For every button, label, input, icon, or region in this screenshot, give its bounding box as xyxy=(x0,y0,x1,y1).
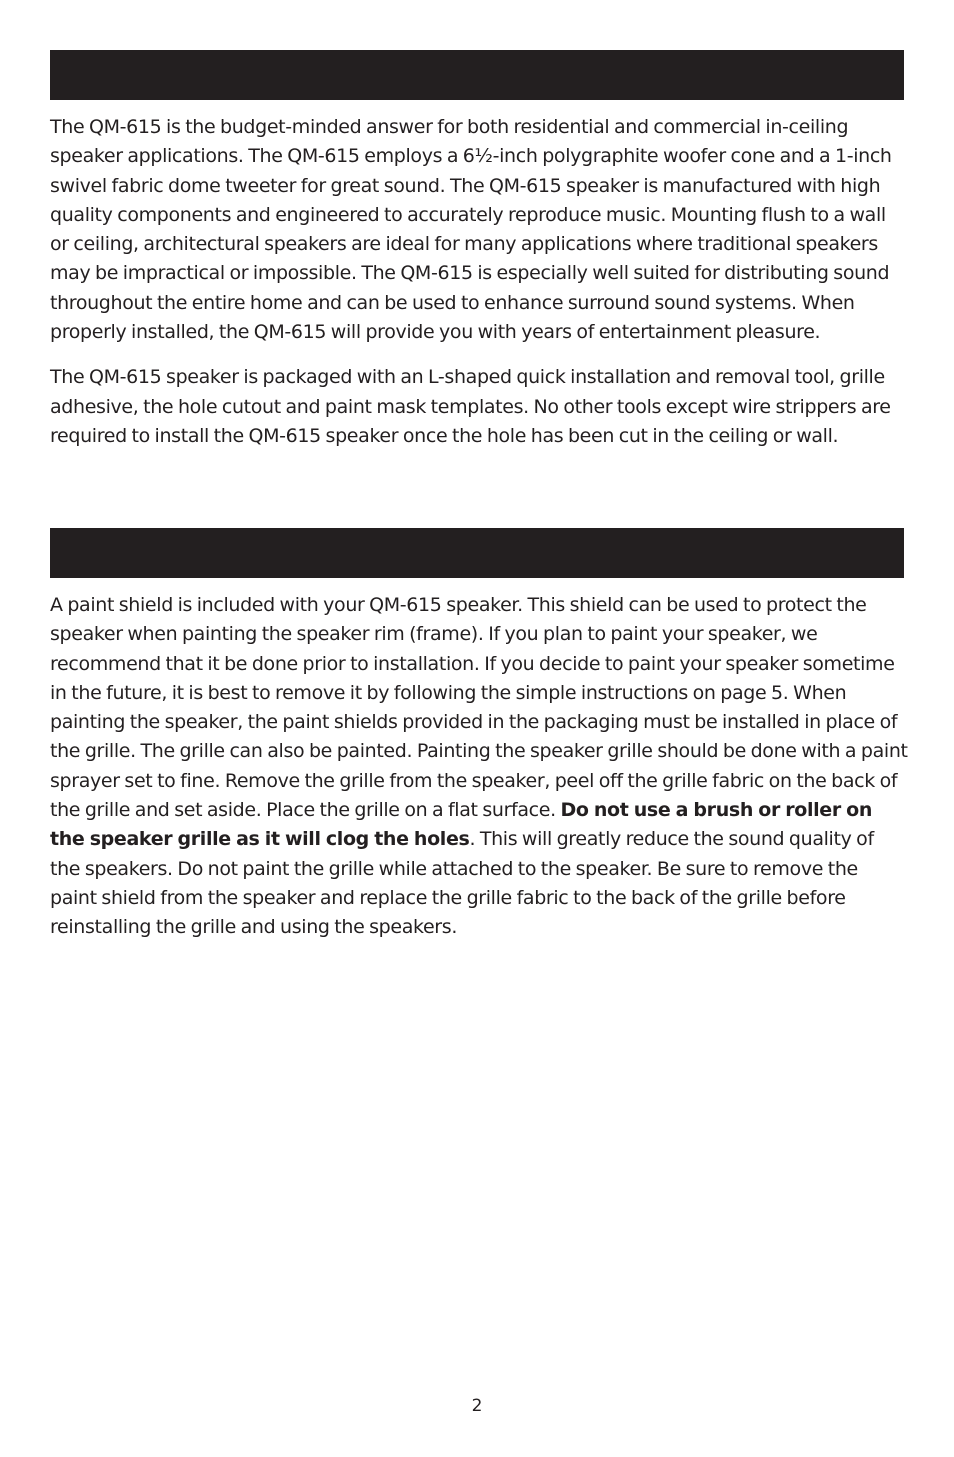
section-header-bar-2 xyxy=(50,528,904,578)
painting-warning: Do not use a brush or roller on the speaker grille as it will clog the holes xyxy=(50,799,873,851)
painting-text-end: . This will greatly reduce the sound quality of the speakers. Do not paint the grille while attached to the speaker. Be sure to remove the paint shield from the speaker and replace the grille fabric to the back of the grille before reinstalling the grille and using the speakers. xyxy=(50,828,874,939)
section-header-bar-1 xyxy=(50,50,904,100)
painting-text-start: A paint shield is included with your QM-615 speaker. This shield can be used to protect the speaker when painting the speaker rim (frame). If you plan to paint your speaker, we recommend that it be done prior to installation. If you decide to paint your speaker sometime in the future, it is best to remove it by following the simple instructions on page 5. When painting the speaker, the paint shields provided in the packaging must be installed in place of the grille. The grille can also be painted. Painting the speaker grille should be done with a paint sprayer set to fine. Remove the grille from the speaker, peel off the grille fabric on the back of the grille and set aside. Place the grille on a flat surface. xyxy=(50,594,908,822)
painting-section xyxy=(50,591,908,959)
page-number: 2 xyxy=(471,1396,483,1416)
intro-paragraph-1: The QM-615 is the budget-minded answer for both residential and commercial in-ceiling speaker applications. The QM-615 employs a 6½-inch polygraphite woofer cone and a 1-inch swivel fabric dome tweeter for great sound. The QM-615 speaker is manufactured with high quality components and engineered to accurately reproduce music. Mounting flush to a wall or ceiling, architectural speakers are ideal for many applications where traditional speakers may be impractical or impossible. The QM-615 is especially well suited for distributing sound throughout the entire home and can be used to enhance surround sound systems. When properly installed, the QM-615 will provide you with years of entertainment pleasure. xyxy=(50,116,892,344)
intro-paragraph-2: The QM-615 speaker is packaged with an L-shaped quick installation and removal tool, grille adhesive, the hole cutout and paint mask templates. No other tools except wire strippers are required to install the QM-615 speaker once the hole has been cut in the ceiling or wall. xyxy=(50,366,891,447)
intro-section xyxy=(50,113,908,467)
painting-paragraph xyxy=(50,591,908,943)
